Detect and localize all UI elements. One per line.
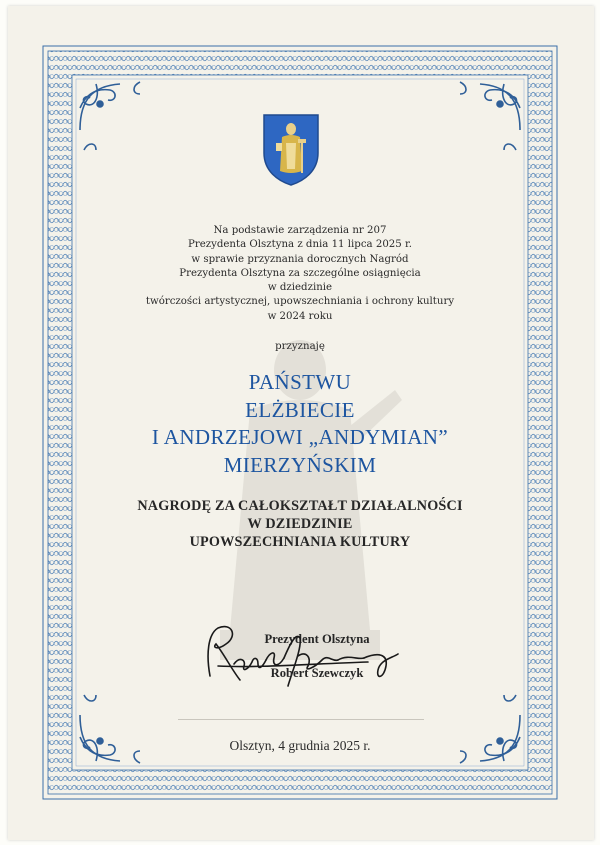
preamble-line: Prezydenta Olsztyna za szczególne osiągnięcia <box>179 267 421 279</box>
preamble-line: w sprawie przyznania dorocznych Nagród <box>191 253 409 265</box>
handwritten-signature <box>188 614 408 694</box>
award-line: W DZIEDZINIE <box>247 516 353 532</box>
divider-line <box>178 719 424 720</box>
grant-verb: przyznaję <box>275 341 325 352</box>
corner-ornament-top-left <box>80 82 140 150</box>
corner-ornament-top-right <box>460 82 520 150</box>
recipient-line: ELŻBIECIE <box>245 397 355 422</box>
place-and-date: Olsztyn, 4 grudnia 2025 r. <box>229 738 371 753</box>
signatory-title: Prezydent Olsztyna <box>264 632 370 646</box>
preamble-line: Na podstawie zarządzenia nr 207 <box>213 225 387 236</box>
preamble-line: Prezydenta Olsztyna z dnia 11 lipca 2025 r. <box>188 239 412 251</box>
award-line: UPOWSZECHNIANIA KULTURY <box>189 534 411 550</box>
award-line: NAGRODĘ ZA CAŁOKSZTAŁT DZIAŁALNOŚCI <box>137 498 463 514</box>
coat-of-arms-icon <box>262 113 320 187</box>
preamble-line: w 2024 roku <box>267 310 333 322</box>
award-title <box>0 497 600 551</box>
preamble-text <box>0 224 600 324</box>
preamble-line: twórczości artystycznej, upowszechniania i ochrony kultury <box>145 296 455 308</box>
recipient-line: MIERZYŃSKIM <box>223 452 377 477</box>
signatory-name: Robert Szewczyk <box>270 666 364 680</box>
recipient-names <box>0 369 600 479</box>
recipient-line: I ANDRZEJOWI „ANDYMIAN” <box>151 425 449 449</box>
preamble-line: w dziedzinie <box>267 282 333 294</box>
recipient-line: PAŃSTWU <box>248 370 352 394</box>
